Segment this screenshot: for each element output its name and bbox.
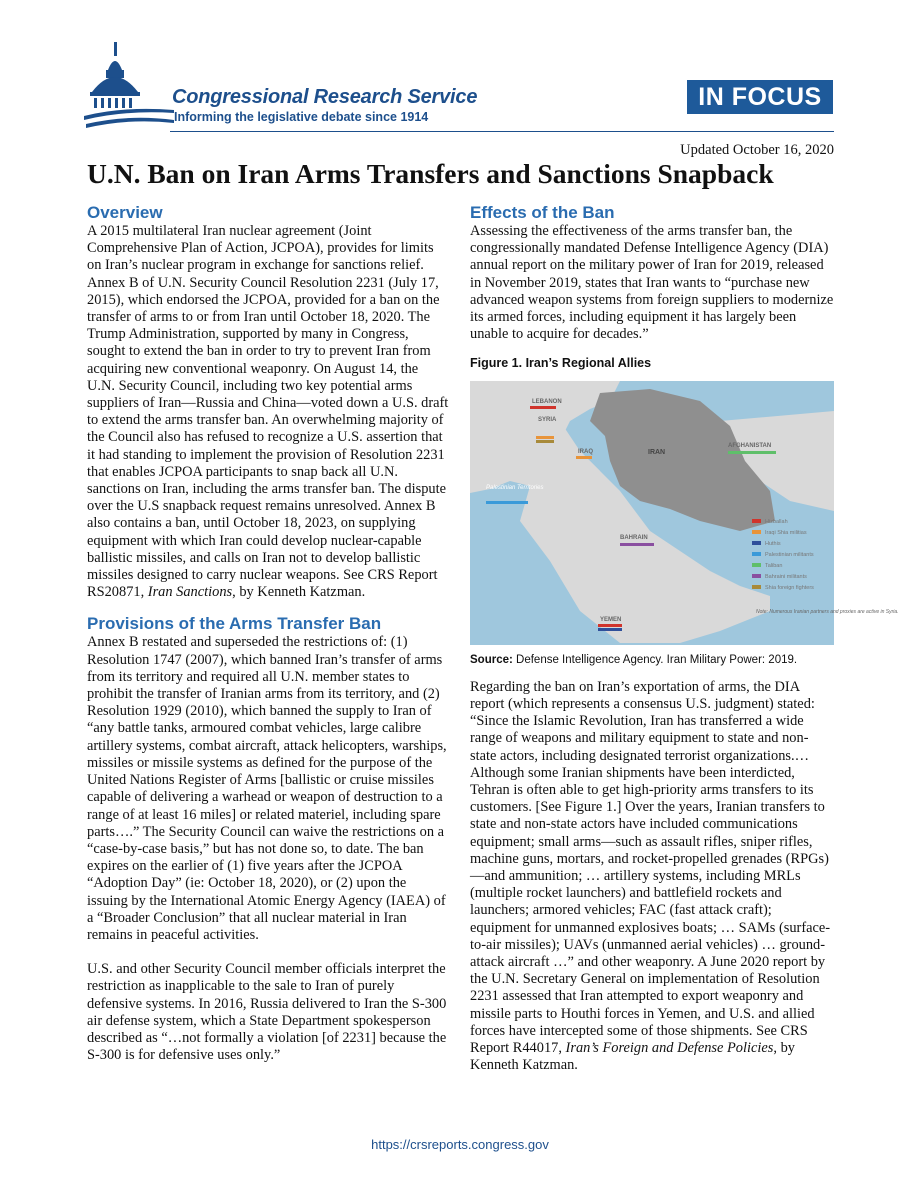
marker-yemen-1 (598, 624, 622, 627)
map-label-iraq: IRAQ (578, 448, 593, 455)
overview-paragraph: A 2015 multilateral Iran nuclear agreement (Joint Comprehensive Plan of Action, JCPOA), provides for limits on Iran’s nuclear program in exchange for sanctions relief. Annex B of U.N. Security Council Resolution 2231 (July 17, 2015), which endorsed the JCPOA, provided for a ban on the transfer of arms to or from Iran until October 18, 2020. The Trump Administration, supported by many in Congress, sought to extend the ban in order to try to prevent Iran from acquiring new conventional weaponry. On August 14, the U.N. Security Council, including two key potential arms suppliers of Iran—Russia and China—voted down a U.S. draft to extend the arms transfer ban. An overwhelming majority of the Council also has refused to recognize a U.S. assertion that it had standing to implement the provision of Resolution 2231 that enables JCPOA participants to snap back all U.N. sanctions on Iran, including the arms transfer ban. The dispute over the U.S snapback request remains unresolved. Annex B also contains a ban, until October 18, 2023, on supplying equipment with which Iran could develop nuclear-capable ballistic missiles, and calls on Iran not to develop ballistic missiles designed to carry nuclear weapons. See CRS Report RS20871, Iran Sanctions, by Kenneth Katzman. (87, 223, 449, 601)
map-label-lebanon: LEBANON (532, 398, 562, 405)
page-header (0, 0, 920, 189)
in-focus-badge: IN FOCUS (687, 80, 833, 114)
right-column (470, 203, 899, 1075)
marker-palestinian (486, 501, 528, 504)
legend-label: Shia foreign fighters (765, 584, 814, 591)
marker-syria-1 (536, 436, 554, 439)
marker-iraq (576, 456, 592, 459)
page-title: U.N. Ban on Iran Arms Transfers and Sanctions Snapback (87, 158, 774, 189)
figure-source: Source: Defense Intelligence Agency. Iran Military Power: 2019. (470, 653, 798, 666)
overview-heading: Overview (87, 203, 163, 222)
map-label-iran: IRAN (648, 448, 666, 456)
left-column (87, 203, 449, 1064)
report-title-iran-sanctions: Iran Sanctions (147, 584, 233, 601)
regional-allies-map (470, 381, 899, 645)
legend-swatch (752, 574, 761, 578)
report-title-foreign-defense: Iran’s Foreign and Defense Policies (565, 1040, 774, 1057)
interpretation-paragraph: U.S. and other Security Council member officials interpret the restriction as inapplicable to the sale to Iran of purely defensive systems. In 2016, Russia delivered to Iran the S-300 air defense system, which a State Department spokesperson described as “…not formally a violation [of 2231] because the S-300 is for defensive uses only.” (87, 961, 447, 1064)
map-label-palestinian: Palestinian Territories (486, 484, 544, 491)
legend-label: Hizballah (765, 518, 788, 525)
marker-afghanistan (728, 451, 776, 454)
legend-swatch (752, 563, 761, 567)
legend-swatch (752, 585, 761, 589)
legend-label: Bahraini militants (765, 573, 807, 580)
map-label-afghanistan: AFGHANISTAN (728, 442, 772, 449)
map-label-yemen: YEMEN (600, 616, 622, 623)
legend-swatch (752, 519, 761, 523)
marker-yemen-2 (598, 628, 622, 631)
map-note: Note: Numerous Iranian partners and proxies are active in Syria. (756, 608, 899, 615)
org-name: Congressional Research Service (172, 86, 478, 108)
legend-label: Taliban (765, 562, 783, 569)
map-svg (470, 381, 899, 645)
provisions-heading: Provisions of the Arms Transfer Ban (87, 614, 382, 634)
legend-swatch (752, 552, 761, 556)
header-divider (170, 131, 834, 132)
map-label-syria: SYRIA (538, 416, 557, 423)
provisions-paragraph: Annex B restated and superseded the restrictions of: (1) Resolution 1747 (2007), which banned Iran’s transfer of arms from its territory and required all U.N. member states to prohibit the transfer of Iranian arms from its territory, and (2) Resolution 1929 (2010), which banned the supply to Iran of “any battle tanks, armoured combat vehicles, large calibre artillery systems, combat aircraft, attack helicopters, warships, missiles or missile systems as defined for the purpose of the United Nations Register of Arms [ballistic or cruise missiles capable of delivering a warhead or weapon of destruction to a range of at least 16 miles] or related materiel, including spare parts….” The Security Council can waive the restrictions on a “case-by-case basis,” but has not done so, to date. The ban expires on the earlier of (1) five years after the JCPOA “Adoption Day” (ie: October 18, 2020), or (2) upon the issuing by the International Atomic Energy Agency (IAEA) of a “Broader Conclusion” that all nuclear material in Iran remains in peaceful activities. (87, 634, 447, 943)
legend-swatch (752, 530, 761, 534)
effects-heading: Effects of the Ban (470, 203, 615, 222)
effects-paragraph: Assessing the effectiveness of the arms transfer ban, the congressionally mandated Defense Intelligence Agency (DIA) annual report on the military power of Iran for 2019, released in November 2019, states that Iran wants to “purchase new advanced weapon systems from foreign suppliers to modernize its armed forces, including equipment it has largely been unable to acquire for decades.” (470, 223, 834, 343)
map-label-bahrain: BAHRAIN (620, 534, 648, 541)
legend-label: Huthis (765, 540, 781, 547)
legend-label: Palestinian militants (765, 551, 814, 558)
legend-label: Iraqi Shia militias (765, 529, 807, 536)
marker-syria-2 (536, 440, 554, 443)
exports-paragraph: Regarding the ban on Iran’s exportation of arms, the DIA report (which represents a consensus U.S. judgment) stated: “Since the Islamic Revolution, Iran has transferred a wide range of weapons and military equipment to state and non-state actors, including designated terrorist organizations.… Although some Iranian shipments have been interdicted, Tehran is often able to get high-priority arms transfers to its customers. [See Figure 1.] Over the years, Iranian transfers to state and non-state actors have included communications equipment; small arms—such as assault rifles, sniper rifles, machine guns, mortars, and rocket-propelled grenades (RPGs)—and ammunition; … artillery systems, including MRLs (multiple rocket launchers) and battlefield rockets and launchers; armored vehicles; FAC (fast attack craft); equipment for unmanned explosives boats; … SAMs (surface-to-air missiles); UAVs (unmanned aerial vehicles) … ground-attack aircraft …” and other weaponry. A June 2020 report by the U.N. Secretary General on implementation of Resolution 2231 assessed that Iran attempted to export weaponry and missile parts to Houthi forces in Yemen, and U.S. and allied forces have intercepted some of those shipments. See CRS Report R44017, Iran’s Foreign and Defense Policies, by Kenneth Katzman. (470, 678, 831, 1074)
capitol-dome-icon (84, 40, 174, 132)
org-tagline: Informing the legislative debate since 1914 (174, 110, 429, 124)
legend-swatch (752, 541, 761, 545)
footer-url[interactable]: https://crsreports.congress.gov (371, 1137, 549, 1152)
marker-bahrain (620, 543, 654, 546)
updated-date: Updated October 16, 2020 (680, 142, 834, 158)
marker-lebanon (530, 406, 556, 409)
figure-title: Figure 1. Iran’s Regional Allies (470, 356, 652, 371)
